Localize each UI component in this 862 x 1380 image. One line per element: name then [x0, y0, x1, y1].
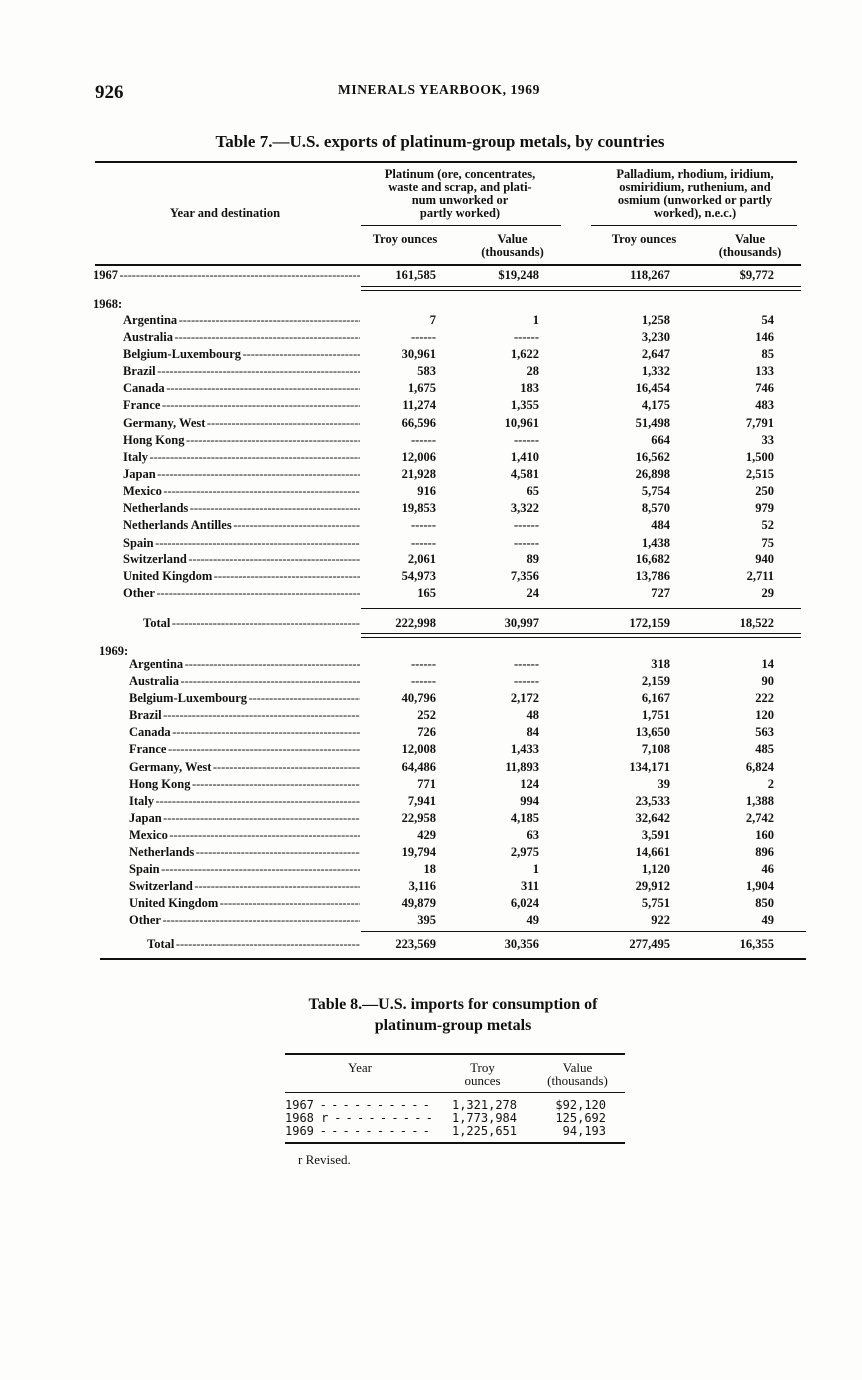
row-1967 — [0, 268, 862, 285]
row-label: Total - - - — [143, 616, 360, 631]
row-value: 172,159 — [629, 616, 670, 630]
row-value: 6,824 — [745, 760, 774, 774]
row-1968-country — [0, 518, 862, 535]
row-value: 14 — [761, 657, 774, 671]
page-number: 926 — [95, 82, 124, 103]
row-1968-country — [0, 433, 862, 450]
row-value: ------ — [514, 518, 539, 532]
row-value: 222,998 — [395, 616, 436, 630]
row-value: 484 — [651, 518, 670, 532]
row-value: 40,796 — [401, 691, 436, 705]
row-value: 1,904 — [745, 879, 774, 893]
row-value: 563 — [755, 725, 774, 739]
row-value: 84 — [526, 725, 539, 739]
row-value: 1,258 — [641, 313, 670, 327]
row-value: 11,274 — [402, 398, 436, 412]
palladium-header-line: Palladium, rhodium, iridium, — [616, 167, 774, 181]
table-rule — [361, 633, 801, 634]
row-1968-country — [0, 484, 862, 501]
palladium-header-line: worked), n.e.c.) — [653, 206, 737, 220]
row-value: 896 — [755, 845, 774, 859]
row-value: 1,438 — [641, 536, 670, 550]
row-value: 1,751 — [641, 708, 670, 722]
row-value: 63 — [526, 828, 539, 842]
row-value: 146 — [755, 330, 774, 344]
row-1968-total — [0, 616, 862, 633]
row-value: ------ — [411, 330, 436, 344]
table8-troy-value: 1,321,278 — [451, 1098, 517, 1112]
row-label: Spain - - - — [129, 862, 360, 877]
row-value: ------ — [411, 657, 436, 671]
row-label: Argentina - - - — [123, 313, 360, 328]
table8-value: 125,692 — [555, 1111, 606, 1125]
row-value: 4,175 — [641, 398, 670, 412]
row-value: 75 — [761, 536, 774, 550]
row-1969-country — [0, 845, 862, 862]
row-value: 726 — [417, 725, 436, 739]
row-value: 940 — [755, 552, 774, 566]
palladium-header-line: osmium (unworked or partly — [617, 193, 773, 207]
row-value: 11,893 — [505, 760, 539, 774]
row-value: 21,928 — [401, 467, 436, 481]
row-value: 2,975 — [510, 845, 539, 859]
row-label: Canada - - - — [123, 381, 360, 396]
table8-year-header: Year — [348, 1060, 372, 1075]
row-value: 485 — [755, 742, 774, 756]
row-value: 65 — [526, 484, 539, 498]
row-value: $19,248 — [498, 268, 539, 282]
row-value: 746 — [755, 381, 774, 395]
table8-title — [280, 994, 626, 1036]
row-value: 1,675 — [407, 381, 436, 395]
row-1969-country — [0, 794, 862, 811]
row-value: 46 — [761, 862, 774, 876]
row-value: 32,642 — [635, 811, 670, 825]
table7-top-rule — [95, 161, 797, 163]
row-label: Netherlands Antilles - - - — [123, 518, 360, 533]
row-value: 2 — [767, 777, 774, 791]
row-value: 5,754 — [641, 484, 670, 498]
row-value: 1,332 — [641, 364, 670, 378]
row-label: Italy - - - — [123, 450, 360, 465]
row-label: Brazil - - - — [123, 364, 360, 379]
row-label: Belgium-Luxembourg - - - — [123, 347, 360, 362]
row-value: 1,355 — [510, 398, 539, 412]
row-1969-country — [0, 828, 862, 845]
row-label: Japan - - - — [123, 467, 360, 482]
row-label: Brazil - - - — [129, 708, 360, 723]
platinum-header-line: num unworked or — [411, 193, 509, 207]
row-value: 6,024 — [510, 896, 539, 910]
row-value: 2,515 — [745, 467, 774, 481]
row-value: 18,522 — [739, 616, 774, 630]
palladium-header-line: osmiridium, ruthenium, and — [619, 180, 771, 194]
row-1968-country — [0, 569, 862, 586]
table7-title: Table 7.—U.S. exports of platinum-group metals, by countries — [215, 132, 665, 151]
row-value: 54 — [761, 313, 774, 327]
row-1969-country — [0, 742, 862, 759]
row-value: 4,581 — [510, 467, 539, 481]
table8-title-line: Table 8.—U.S. imports for consumption of — [308, 996, 598, 1013]
row-value: 19,794 — [401, 845, 436, 859]
year-destination-header: Year and destination — [169, 206, 281, 220]
row-value: 5,751 — [641, 896, 670, 910]
row-value: 7,791 — [745, 416, 774, 430]
row-value: 22,958 — [401, 811, 436, 825]
row-value: ------ — [514, 536, 539, 550]
row-1969-country — [0, 725, 862, 742]
table-rule — [361, 931, 806, 932]
row-value: 916 — [417, 484, 436, 498]
row-value: 64,486 — [401, 760, 436, 774]
row-label: Australia - - - — [129, 674, 360, 689]
row-value: 850 — [755, 896, 774, 910]
row-label: Australia - - - — [123, 330, 360, 345]
row-1969-country — [0, 913, 862, 930]
row-label: Japan - - - — [129, 811, 360, 826]
row-value: 18 — [423, 862, 436, 876]
value-header-line: (thousands) — [481, 244, 544, 259]
table8-value-header — [530, 1061, 625, 1087]
platinum-header-line: partly worked) — [419, 206, 501, 220]
row-label: Germany, West - - - — [129, 760, 360, 775]
row-value: 24 — [526, 586, 539, 600]
palladium-value-header — [700, 233, 800, 258]
table8-year-label: 1968 r - - - — [285, 1112, 435, 1125]
row-value: 583 — [417, 364, 436, 378]
row-value: 1 — [532, 313, 539, 327]
row-1968-country — [0, 347, 862, 364]
row-value: 4,185 — [510, 811, 539, 825]
row-label: Italy - - - — [129, 794, 360, 809]
row-label: Other - - - — [129, 913, 360, 928]
row-value: 483 — [755, 398, 774, 412]
row-value: ------ — [514, 330, 539, 344]
table-rule — [100, 958, 806, 960]
row-value: 49 — [761, 913, 774, 927]
row-1969-country — [0, 674, 862, 691]
table8-bottom-rule — [285, 1142, 625, 1144]
row-label: Mexico - - - — [123, 484, 360, 499]
platinum-header-line: Platinum (ore, concentrates, — [384, 167, 536, 181]
table8-title-line: platinum-group metals — [374, 1017, 532, 1034]
row-value: 33 — [761, 433, 774, 447]
row-value: 222 — [755, 691, 774, 705]
row-value: 49,879 — [401, 896, 436, 910]
row-1968-country — [0, 536, 862, 553]
table-rule — [361, 290, 801, 291]
running-head: MINERALS YEARBOOK, 1969 — [338, 82, 540, 97]
row-value: 85 — [761, 347, 774, 361]
row-value: 133 — [755, 364, 774, 378]
value-header-line: Value — [497, 232, 528, 246]
value-header-line: Value — [734, 232, 766, 246]
table8-row — [0, 1125, 862, 1138]
table-rule — [361, 286, 801, 287]
row-1969-country — [0, 708, 862, 725]
row-value: 66,596 — [401, 416, 436, 430]
row-1968-country — [0, 416, 862, 433]
row-value: 223,569 — [395, 937, 436, 951]
row-value: 13,786 — [635, 569, 670, 583]
row-1968-country — [0, 381, 862, 398]
platinum-group-rule — [361, 225, 561, 226]
row-value: 2,159 — [641, 674, 670, 688]
row-value: 118,267 — [630, 268, 670, 282]
row-label: Netherlands - - - — [129, 845, 360, 860]
row-value: 13,650 — [635, 725, 670, 739]
row-value: 1,500 — [745, 450, 774, 464]
row-label: France - - - — [129, 742, 360, 757]
row-value: 10,961 — [504, 416, 539, 430]
row-1969-total — [0, 937, 862, 954]
row-value: 1,622 — [510, 347, 539, 361]
row-value: 250 — [755, 484, 774, 498]
row-value: 16,562 — [635, 450, 670, 464]
row-value: ------ — [514, 674, 539, 688]
row-1969-country — [0, 811, 862, 828]
row-1968-country — [0, 313, 862, 330]
row-value: 160 — [755, 828, 774, 842]
row-value: 664 — [651, 433, 670, 447]
row-value: 7,941 — [407, 794, 436, 808]
row-value: 29 — [761, 586, 774, 600]
row-label: Spain - - - — [123, 536, 360, 551]
table8-header-rule — [285, 1092, 625, 1093]
row-1968-country — [0, 330, 862, 347]
row-value: 1,120 — [641, 862, 670, 876]
row-value: 23,533 — [635, 794, 670, 808]
row-value: 771 — [417, 777, 436, 791]
row-value: 6,167 — [641, 691, 670, 705]
row-value: 1,410 — [510, 450, 539, 464]
row-value: 26,898 — [635, 467, 670, 481]
row-value: ------ — [411, 518, 436, 532]
row-value: 3,230 — [641, 330, 670, 344]
row-label: Netherlands - - - — [123, 501, 360, 516]
platinum-value-header — [465, 233, 560, 258]
row-value: 49 — [526, 913, 539, 927]
row-label: Hong Kong - - - — [129, 777, 360, 792]
row-1968-country — [0, 467, 862, 484]
row-value: ------ — [514, 433, 539, 447]
row-1968-country — [0, 450, 862, 467]
troy-header-line: Troy — [470, 1060, 495, 1075]
row-1968-country — [0, 552, 862, 569]
row-value: 252 — [417, 708, 436, 722]
row-value: 30,997 — [504, 616, 539, 630]
row-value: 120 — [755, 708, 774, 722]
row-value: 3,591 — [641, 828, 670, 842]
row-label: Other - - - — [123, 586, 360, 601]
value-header-line: Value — [562, 1060, 593, 1075]
row-value: 30,961 — [401, 347, 436, 361]
table8-value: $92,120 — [555, 1098, 606, 1112]
year-label: 1969: — [99, 644, 129, 658]
table8-year-label: 1969 - - - — [285, 1125, 435, 1138]
palladium-group-rule — [591, 225, 797, 226]
row-1968-country — [0, 364, 862, 381]
row-value: 52 — [761, 518, 774, 532]
row-label: Belgium-Luxembourg - - - — [129, 691, 360, 706]
row-1969-country — [0, 896, 862, 913]
row-value: 29,912 — [635, 879, 670, 893]
table8-year-label: 1967 - - - — [285, 1099, 435, 1112]
row-value: 395 — [417, 913, 436, 927]
row-label: Switzerland - - - — [129, 879, 360, 894]
row-value: $9,772 — [739, 268, 774, 282]
row-value: 19,853 — [401, 501, 436, 515]
row-value: 979 — [755, 501, 774, 515]
table8-top-rule — [285, 1053, 625, 1055]
year-heading — [0, 297, 862, 314]
platinum-header-line: waste and scrap, and plati- — [388, 180, 532, 194]
row-value: 14,661 — [635, 845, 670, 859]
row-value: 994 — [520, 794, 539, 808]
row-value: 7,108 — [641, 742, 670, 756]
row-value: 311 — [520, 879, 539, 893]
table-rule — [361, 608, 801, 609]
row-value: 48 — [526, 708, 539, 722]
table8-troy-value: 1,773,984 — [451, 1111, 517, 1125]
table-rule — [361, 637, 801, 638]
row-label: Mexico - - - — [129, 828, 360, 843]
year-label: 1968: — [93, 297, 123, 311]
row-label: United Kingdom - - - — [129, 896, 360, 911]
row-label: Canada - - - — [129, 725, 360, 740]
table8-row — [0, 1099, 862, 1112]
row-value: 165 — [417, 586, 436, 600]
row-1969-country — [0, 760, 862, 777]
table7-header-bottom-rule — [95, 264, 801, 266]
row-value: ------ — [411, 536, 436, 550]
row-value: 89 — [526, 552, 539, 566]
row-1969-country — [0, 777, 862, 794]
row-value: 39 — [657, 777, 670, 791]
row-value: 28 — [526, 364, 539, 378]
row-value: 3,322 — [510, 501, 539, 515]
row-value: 12,008 — [401, 742, 436, 756]
row-value: 2,172 — [510, 691, 539, 705]
row-label: Argentina - - - — [129, 657, 360, 672]
row-value: 2,711 — [746, 569, 774, 583]
row-value: 277,495 — [629, 937, 670, 951]
row-value: 727 — [651, 586, 670, 600]
value-header-line: (thousands) — [718, 244, 782, 259]
row-1969-country — [0, 862, 862, 879]
row-label: Total - - - — [147, 937, 360, 952]
row-value: 429 — [417, 828, 436, 842]
row-label: France - - - — [123, 398, 360, 413]
row-1969-country — [0, 879, 862, 896]
row-1968-country — [0, 501, 862, 518]
row-label: Hong Kong - - - — [123, 433, 360, 448]
row-value: 134,171 — [629, 760, 670, 774]
row-value: 1,388 — [745, 794, 774, 808]
row-label: Switzerland - - - — [123, 552, 360, 567]
row-1968-country — [0, 398, 862, 415]
row-value: 2,742 — [745, 811, 774, 825]
row-value: 922 — [651, 913, 670, 927]
table8-footnote: r Revised. — [298, 1152, 351, 1167]
row-value: 2,647 — [641, 347, 670, 361]
row-value: 183 — [520, 381, 539, 395]
row-value: 1,433 — [510, 742, 539, 756]
row-value: 8,570 — [641, 501, 670, 515]
row-value: 90 — [761, 674, 774, 688]
row-value: 16,355 — [739, 937, 774, 951]
table8-row — [0, 1112, 862, 1125]
row-1969-country — [0, 691, 862, 708]
row-label: 1967 - - - — [93, 268, 360, 283]
row-label: Germany, West - - - — [123, 416, 360, 431]
table8-troy-value: 1,225,651 — [451, 1124, 517, 1138]
row-value: 12,006 — [401, 450, 436, 464]
row-value: 30,356 — [504, 937, 539, 951]
row-value: 124 — [520, 777, 539, 791]
palladium-troy-header: Troy ounces — [611, 232, 677, 246]
value-header-line: (thousands) — [547, 1073, 608, 1088]
row-value: 1 — [532, 862, 539, 876]
row-1968-country — [0, 586, 862, 603]
platinum-troy-header: Troy ounces — [372, 232, 438, 246]
table8-value: 94,193 — [562, 1124, 606, 1138]
row-value: 7 — [429, 313, 436, 327]
row-value: ------ — [514, 657, 539, 671]
row-value: 16,454 — [635, 381, 670, 395]
row-1969-country — [0, 657, 862, 674]
row-value: 7,356 — [510, 569, 539, 583]
table8-troy-header — [440, 1061, 525, 1087]
row-value: 54,973 — [401, 569, 436, 583]
row-label: United Kingdom - - - — [123, 569, 360, 584]
row-value: 161,585 — [395, 268, 436, 282]
row-value: 16,682 — [635, 552, 670, 566]
row-value: 2,061 — [407, 552, 436, 566]
row-value: 318 — [651, 657, 670, 671]
row-value: ------ — [411, 433, 436, 447]
troy-header-line: ounces — [464, 1073, 501, 1088]
row-value: 51,498 — [635, 416, 670, 430]
row-value: 3,116 — [408, 879, 436, 893]
row-value: ------ — [411, 674, 436, 688]
